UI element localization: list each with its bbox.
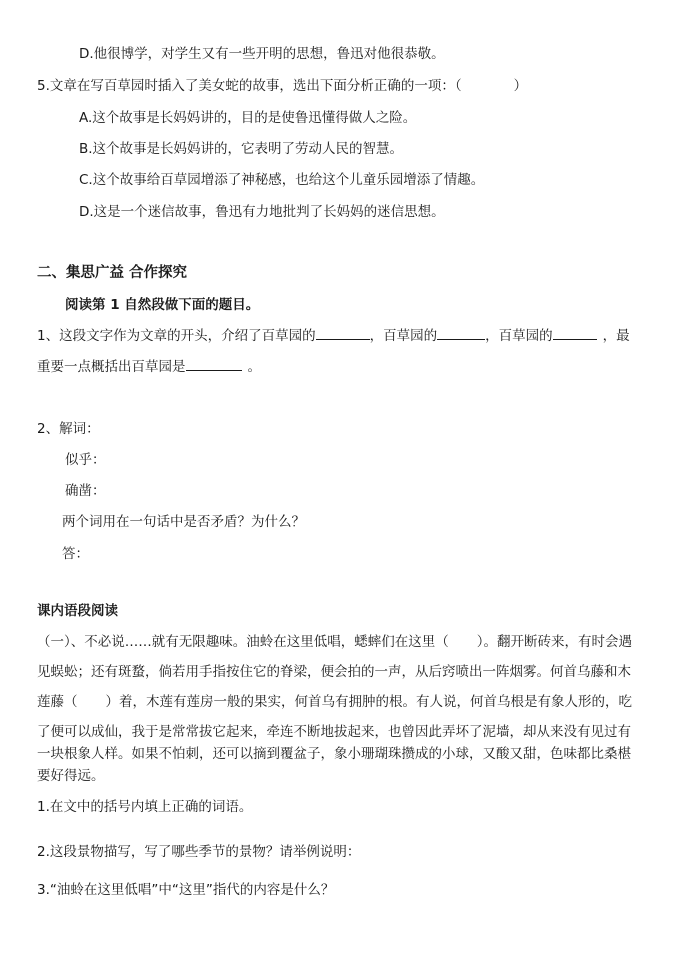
q5-option-d: D.这是一个迷信故事，鲁迅有力地批判了长妈妈的迷信思想。 xyxy=(79,204,445,220)
s2-q2-word1: 似乎： xyxy=(65,452,106,468)
s2-q2-word2: 确凿： xyxy=(65,483,106,499)
s2-q1-line2b: 。 xyxy=(247,359,261,375)
s2-q2-answer: 答： xyxy=(62,546,89,562)
s2-q2-label: 2、解词： xyxy=(37,421,100,437)
reading-line3b: ）着，木莲有莲房一般的果实，何首乌有拥肿的根。有人说，何首乌根是有象人形的，吃 xyxy=(105,694,632,710)
reading-line4: 了便可以成仙，我于是常常拔它起来，牵连不断地拔起来，也曾因此弄坏了泥墙，却从来没有见过有 xyxy=(37,724,631,740)
reading-q3: 3.“油蛉在这里低唱”中“这里”指代的内容是什么？ xyxy=(37,882,335,898)
reading-line2: 见蜈蚣；还有斑蝥，倘若用手指按住它的脊梁，便会拍的一声，从后窍喷出一阵烟雾。何首乌藤和木 xyxy=(37,664,631,680)
reading-line1b: ）。翻开断砖来，有时会遇 xyxy=(476,634,632,650)
reading-line5: 一块根象人样。如果不怕刺，还可以摘到覆盆子，象小珊瑚珠攒成的小球，又酸又甜，色味都比桑椹 xyxy=(37,746,631,762)
s2-q1-part4: ，最 xyxy=(602,328,630,344)
blank-3[interactable] xyxy=(553,326,597,340)
q4-option-d: D.他很博学，对学生又有一些开明的思想，鲁迅对他很恭敬。 xyxy=(79,46,445,62)
reading-title: 课内语段阅读 xyxy=(37,603,118,619)
reading-line1 xyxy=(37,633,632,651)
s2-q1-part3: ，百草园的 xyxy=(485,328,553,344)
reading-line3a: 莲藤（ xyxy=(37,694,78,710)
s2-q1-part2: ，百草园的 xyxy=(369,328,438,344)
reading-q1: 1.在文中的括号内填上正确的词语。 xyxy=(37,799,253,815)
blank-1[interactable] xyxy=(316,326,370,340)
q5-stem-text: 5.文章在写百草园时插入了美女蛇的故事，选出下面分析正确的一项：（ xyxy=(37,78,462,94)
s2-q2-question: 两个词用在一句话中是否矛盾？为什么？ xyxy=(62,514,305,530)
section2-instruction: 阅读第 1 自然段做下面的题目。 xyxy=(65,297,260,313)
q5-option-b: B.这个故事是长妈妈讲的，它表明了劳动人民的智慧。 xyxy=(79,141,404,157)
s2-q1-line2 xyxy=(37,357,261,376)
reading-line1a: （一）、不必说……就有无限趣味。油蛉在这里低唱，蟋蟀们在这里（ xyxy=(37,634,449,650)
reading-q2: 2.这段景物描写，写了哪些季节的景物？请举例说明： xyxy=(37,844,361,860)
q5-option-a: A.这个故事是长妈妈讲的，目的是使鲁迅懂得做人之险。 xyxy=(79,110,417,126)
reading-line3 xyxy=(37,693,632,711)
s2-q1-part1: 1、这段文字作为文章的开头，介绍了百草园的 xyxy=(37,328,316,344)
section2-heading: 二、集思广益 合作探究 xyxy=(37,265,188,281)
s2-q1-line2a: 重要一点概括出百草园是 xyxy=(37,359,186,375)
blank-4[interactable] xyxy=(186,357,242,371)
s2-q1-line1 xyxy=(37,326,630,345)
q5-stem-close: ） xyxy=(513,78,528,94)
blank-2[interactable] xyxy=(437,326,485,340)
q5-stem xyxy=(37,77,527,95)
reading-line6: 要好得远。 xyxy=(37,768,105,784)
q5-option-c: C.这个故事给百草园增添了神秘感，也给这个儿童乐园增添了情趣。 xyxy=(79,172,485,188)
